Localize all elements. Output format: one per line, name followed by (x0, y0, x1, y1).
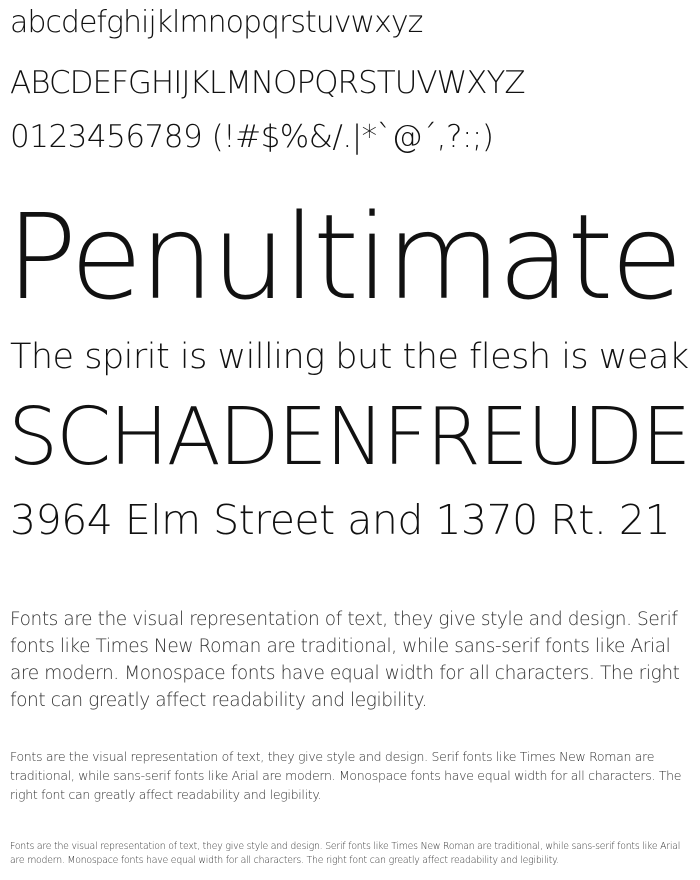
sample-sentence: The spirit is willing but the flesh is weak (10, 337, 689, 377)
paragraph-medium: Fonts are the visual representation of text, they give style and design. Serif fonts like Times New Roman are traditional, while sans-serif fonts like Arial are modern. Monospace fonts have equal width for all characters. The right font can greatly affect readability and legibility. (10, 749, 682, 802)
uppercase-word: SCHADENFREUDE (8, 391, 690, 483)
sample-address: 3964 Elm Street and 1370 Rt. 21 (10, 496, 671, 544)
lowercase-alphabet: abcdefghijklmnopqrstuvwxyz (10, 5, 423, 40)
paragraph-large: Fonts are the visual representation of text, they give style and design. Serif fonts like Times New Roman are traditional, while sans-serif fonts like Arial are modern. Monospace fonts have equal width for all characters. The right font can greatly affect readability and legibility. (10, 609, 680, 711)
headline-word: Penultimate (6, 188, 681, 326)
numerals-and-symbols: 0123456789 (!#$%&/.|*`@´,?:;) (10, 119, 494, 155)
uppercase-alphabet: ABCDEFGHIJKLMNOPQRSTUVWXYZ (10, 65, 525, 101)
paragraph-small: Fonts are the visual representation of text, they give style and design. Serif fonts like Times New Roman are traditional, while sans-serif fonts like Arial are modern. Monospace fonts have equal width for all characters. The right font can greatly affect readability and legibility. (10, 841, 681, 866)
